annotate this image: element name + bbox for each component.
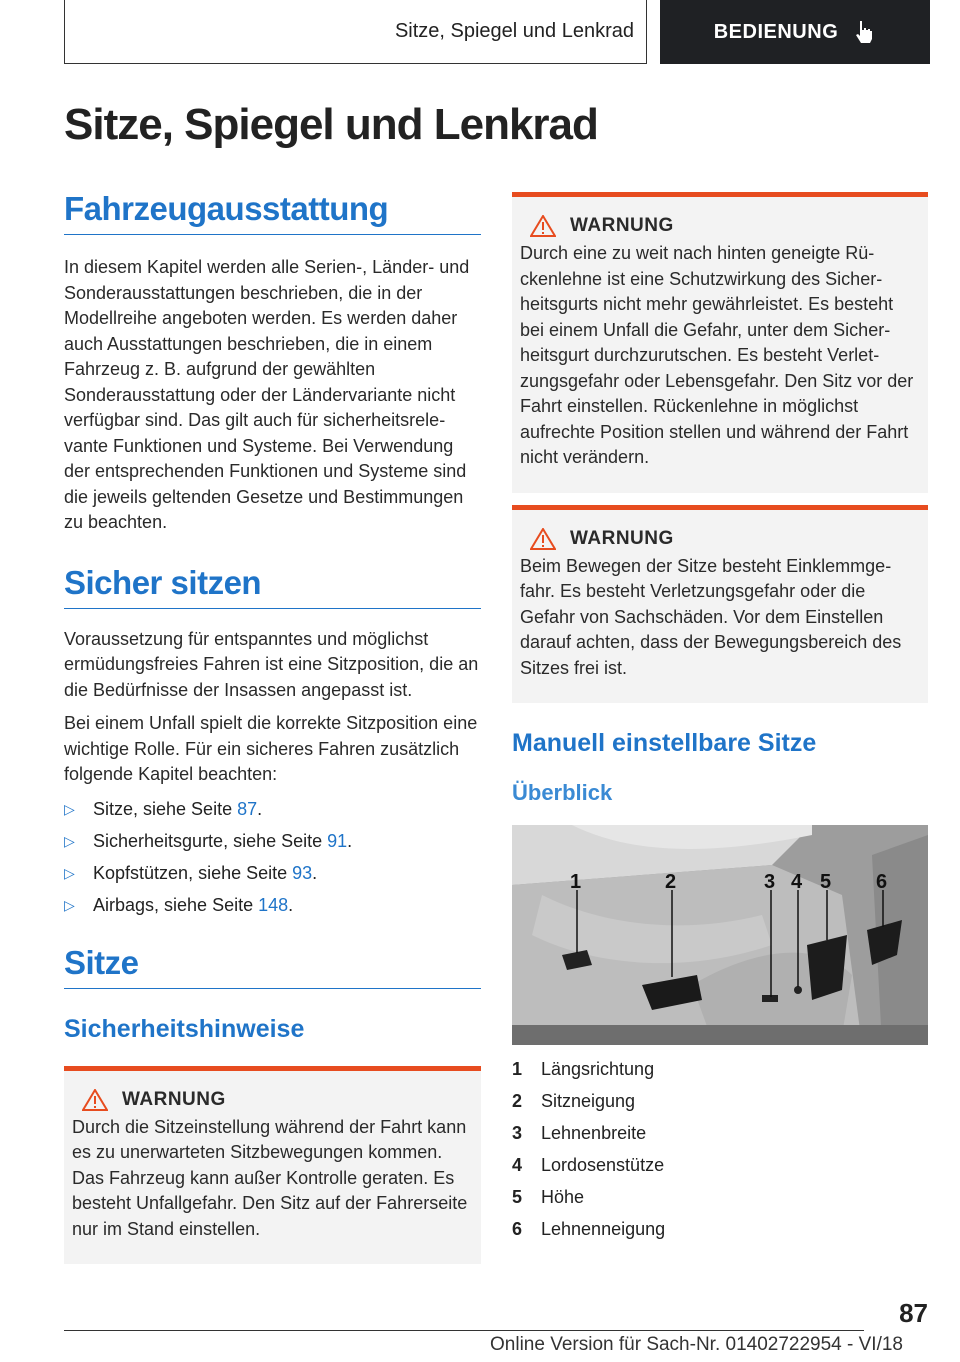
page-link[interactable]: 91 xyxy=(327,830,348,851)
chapter-title-box xyxy=(64,0,647,64)
triangle-bullet-icon: ▷ xyxy=(64,896,75,913)
warning-box xyxy=(64,1066,481,1265)
reference-item: ▷ Airbags, siehe Seite 148. xyxy=(64,893,481,918)
legend-item xyxy=(512,1149,928,1181)
reference-list xyxy=(64,797,481,918)
warning-title: WARNUNG xyxy=(570,527,674,549)
warning-title: WARNUNG xyxy=(570,215,674,236)
paragraph-sicher-sitzen-1: Voraussetzung für entspanntes und möglichst ermüdungsfreies Fahren ist eine Sitzposition, die an die Bedürfnisse der Insassen angepasst ist. xyxy=(64,628,479,700)
warning-triangle-icon xyxy=(530,528,556,550)
triangle-bullet-icon: ▷ xyxy=(64,832,75,849)
legend-item xyxy=(512,1213,928,1245)
heading-sicherheitshinweise: Sicherheitshinweise xyxy=(64,1014,305,1043)
page-link[interactable]: 93 xyxy=(292,862,313,883)
legend-number: 1 xyxy=(512,1059,523,1079)
page-header xyxy=(64,0,930,64)
heading-ueberblick: Überblick xyxy=(512,780,613,805)
warning-text: Durch die Sitzeinstellung während der Fahrt kann es zu unerwarteten Sitzbewegungen kommen. Das Fahrzeug kann außer Kontrolle geraten. Es besteht Unfallgefahr. Den Sitz auf der Fahrerseite nur im Stand einstellen. xyxy=(72,1116,468,1239)
warning-text: Beim Bewegen der Sitze besteht Einklemmgefahr. Es besteht Verletzungsgefahr oder die Gefahr von Sachschäden. Vor dem Einstellen darauf achten, dass der Bewegungsbereich des Sitzes frei ist. xyxy=(520,555,902,678)
page-link[interactable]: 148 xyxy=(258,894,289,915)
warning-title: WARNUNG xyxy=(122,1088,226,1110)
reference-text: Kopfstützen, siehe Seite xyxy=(93,862,293,883)
seat-illustration xyxy=(512,825,928,1045)
legend-item xyxy=(512,1085,928,1117)
legend-text: Lehnenbreite xyxy=(541,1123,647,1143)
reference-item: ▷ Sicherheitsgurte, siehe Seite 91. xyxy=(64,829,481,854)
legend-number: 3 xyxy=(512,1123,523,1143)
section-label: BEDIENUNG xyxy=(713,20,839,43)
legend-item xyxy=(512,1053,928,1085)
heading-sitze: Sitze xyxy=(64,944,481,989)
page-link[interactable]: 87 xyxy=(237,798,258,819)
warning-box xyxy=(512,505,928,704)
legend-item xyxy=(512,1117,928,1149)
page-number: 87 xyxy=(899,1298,928,1328)
hand-pointer-icon xyxy=(852,19,876,45)
reference-item: ▷ Kopfstützen, siehe Seite 93. xyxy=(64,861,481,886)
warning-text: Durch eine zu weit nach hinten geneigte Rückenlehne ist eine Schutzwirkung des Sicherheitsgurts nicht mehr gewährleistet. Es besteht bei einem Unfall die Gefahr, unter dem Sicherheitsgurt durchzurutschen. Es besteht Verletzungsgefahr oder Lebensgefahr. Den Sitz vor der Fahrt einstellen. Rückenlehne in möglichst aufrechte Position stellen und während der Fahrt nicht verändern. xyxy=(520,243,914,467)
paragraph-fahrzeugausstattung: In diesem Kapitel werden alle Serien-, Länder- und Sonderausstattungen beschrieben, die in der Modellreihe angeboten werden. Es werden daher auch Ausstattungen beschrieben, die in einem Fahrzeug z. B. aufgrund der gewählten Sonderausstattung oder der Ländervariante nicht verfügbar sind. Das gilt auch für sicherheitsrelevante Funktionen und Systeme. Bei Verwendung der entsprechenden Funktionen und Systeme sind die jeweils geltenden Gesetze und Bestimmungen zu beachten. xyxy=(64,257,470,532)
warning-triangle-icon xyxy=(530,215,556,237)
image-label: 2 xyxy=(665,871,677,893)
legend-text: Lordosenstütze xyxy=(541,1155,665,1175)
legend-number: 6 xyxy=(512,1219,523,1239)
heading-manuell-einstellbare-sitze: Manuell einstellbare Sitze xyxy=(512,729,817,757)
footer-divider xyxy=(64,1330,864,1331)
legend-text: Sitzneigung xyxy=(541,1091,636,1111)
heading-sicher-sitzen: Sicher sitzen xyxy=(64,564,481,609)
seat-legend xyxy=(512,1053,928,1245)
image-label: 1 xyxy=(570,871,582,893)
seat-image xyxy=(512,825,928,1045)
image-label: 6 xyxy=(876,871,888,893)
legend-text: Lehnenneigung xyxy=(541,1219,666,1239)
reference-item: ▷ Sitze, siehe Seite 87. xyxy=(64,797,481,822)
legend-number: 2 xyxy=(512,1091,523,1111)
section-tab xyxy=(660,0,930,64)
footer-text: Online Version für Sach-Nr. 01402722954 - VI/18 xyxy=(490,1334,903,1355)
reference-text: Sicherheitsgurte, siehe Seite xyxy=(93,830,328,851)
legend-text: Höhe xyxy=(541,1187,585,1207)
legend-item xyxy=(512,1181,928,1213)
warning-box xyxy=(512,192,928,493)
image-label: 4 xyxy=(791,871,803,893)
image-label: 5 xyxy=(820,871,832,893)
triangle-bullet-icon: ▷ xyxy=(64,864,75,881)
image-label: 3 xyxy=(764,871,776,893)
right-column xyxy=(512,192,928,1245)
legend-number: 4 xyxy=(512,1155,523,1175)
heading-fahrzeugausstattung: Fahrzeugausstattung xyxy=(64,190,481,235)
reference-text: Airbags, siehe Seite xyxy=(93,894,259,915)
triangle-bullet-icon: ▷ xyxy=(64,800,75,817)
legend-number: 5 xyxy=(512,1187,523,1207)
legend-text: Längsrichtung xyxy=(541,1059,655,1079)
left-column xyxy=(64,190,481,1264)
paragraph-sicher-sitzen-2: Bei einem Unfall spielt die korrekte Sitzposition eine wichtige Rolle. Für ein sicheres Fahren zusätzlich folgende Kapitel beachten: xyxy=(64,713,478,784)
reference-text: Sitze, siehe Seite xyxy=(93,798,238,819)
page-title: Sitze, Spiegel und Lenkrad xyxy=(64,100,598,149)
warning-triangle-icon xyxy=(82,1089,108,1111)
chapter-title: Sitze, Spiegel und Lenkrad xyxy=(394,20,634,42)
